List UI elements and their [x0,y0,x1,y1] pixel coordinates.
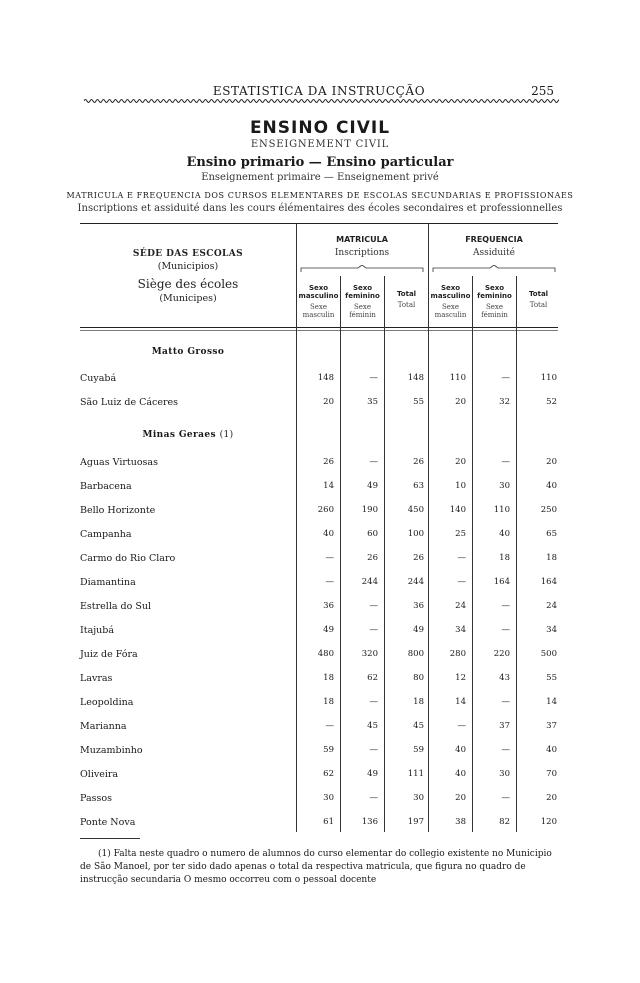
group-header-frequencia-fr: Assiduité [473,248,515,258]
table-caption-fr: Inscriptions et assiduité dans les cours élémentaires des écoles secondaires et professionnelles [77,203,563,214]
cell-f-fem: 164 [493,577,510,587]
cell-f-fem: 30 [499,481,510,491]
cell-m-fem: 35 [367,397,378,407]
cell-m-total: 36 [413,601,424,611]
table-row [0,697,640,713]
cell-f-masc: — [457,721,466,731]
cell-m-fem: — [369,457,378,467]
cell-m-masc: 260 [317,505,334,515]
cell-f-fem: — [501,745,510,755]
cell-f-masc: 25 [455,529,466,539]
cell-f-fem: 110 [493,505,510,515]
row-municipality: Cuyabá [80,373,117,384]
cell-f-total: 65 [546,529,557,539]
row-municipality: Leopoldina [80,697,134,708]
cell-m-total: 148 [407,373,424,383]
cell-m-total: 49 [413,625,424,635]
cell-f-fem: 30 [499,769,510,779]
row-municipality: Diamantina [80,577,136,588]
table-row [0,793,640,809]
cell-m-fem: — [369,625,378,635]
cell-f-total: 14 [546,697,557,707]
stub-header-fr-sub: (Municipes) [159,293,217,304]
cell-m-masc: 480 [317,649,334,659]
cell-f-total: 500 [540,649,557,659]
cell-m-masc: 40 [323,529,334,539]
cell-m-total: 80 [413,673,424,683]
section-heading-name: Matto Grosso [151,347,225,357]
cell-m-fem: — [369,793,378,803]
section-heading [80,347,296,357]
col-header-label-fr: Total [529,301,548,309]
cell-m-masc: 20 [323,397,334,407]
col-header-matricula-fem [341,284,384,319]
cell-f-fem: — [501,697,510,707]
cell-f-total: 20 [546,457,557,467]
cell-m-fem: 62 [367,673,378,683]
cell-f-fem: 18 [499,553,510,563]
cell-m-total: 55 [413,397,424,407]
cell-f-total: 55 [546,673,557,683]
cell-f-fem: 220 [493,649,510,659]
col-header-matricula-masc [297,284,340,319]
group-header-frequencia [428,235,560,258]
table-row [0,577,640,593]
table-row [0,769,640,785]
cell-m-fem: 60 [367,529,378,539]
page-number: 255 [531,84,554,98]
cell-m-total: 59 [413,745,424,755]
cell-f-masc: 20 [455,457,466,467]
cell-f-total: 110 [540,373,557,383]
cell-f-masc: 14 [455,697,466,707]
cell-f-total: 40 [546,481,557,491]
stub-header-pt: SÉDE DAS ESCOLAS [132,249,244,259]
cell-f-total: 52 [546,397,557,407]
cell-m-masc: 36 [323,601,334,611]
table-row [0,373,640,389]
cell-f-fem: — [501,625,510,635]
cell-m-fem: — [369,373,378,383]
main-title-fr: ENSEIGNEMENT CIVIL [250,139,390,150]
section-title-fr: Enseignement primaire — Enseignement privé [201,172,439,183]
cell-m-masc: 61 [323,817,334,827]
cell-m-fem: — [369,745,378,755]
col-header-label: Sexo feminino [477,284,512,300]
cell-f-masc: 24 [455,601,466,611]
table-row [0,673,640,689]
cell-m-fem: 26 [367,553,378,563]
cell-m-total: 100 [407,529,424,539]
cell-m-total: 30 [413,793,424,803]
table-row [0,721,640,737]
cell-m-masc: 18 [323,673,334,683]
table-head-rule-2 [80,330,558,331]
col-header-label-fr: Total [397,301,416,309]
cell-m-total: 111 [407,769,424,779]
row-municipality: Lavras [80,673,113,684]
cell-m-fem: 320 [361,649,378,659]
cell-f-fem: 37 [499,721,510,731]
footnote-rule [80,838,140,839]
table-row [0,649,640,665]
row-municipality: Campanha [80,529,132,540]
cell-m-total: 18 [413,697,424,707]
cell-m-fem: 136 [361,817,378,827]
cell-f-masc: 38 [455,817,466,827]
cell-m-masc: 26 [323,457,334,467]
group-header-matricula-label: MATRICULA [336,235,388,244]
col-header-matricula-total [385,290,428,309]
col-header-label-fr: Sexe masculin [434,303,467,319]
brace-matricula [300,265,424,273]
cell-m-fem: 49 [367,769,378,779]
row-municipality: Aguas Virtuosas [80,457,158,468]
cell-m-masc: 30 [323,793,334,803]
cell-m-masc: — [325,577,334,587]
cell-f-total: 250 [540,505,557,515]
col-header-label-fr: Sexe féminin [481,303,508,319]
group-header-frequencia-label: FREQUENCIA [465,235,523,244]
section-heading-name: Minas Geraes [142,430,217,440]
cell-f-fem: — [501,373,510,383]
wavy-rule [84,97,559,105]
col-header-label: Total [528,290,549,298]
cell-f-total: 37 [546,721,557,731]
cell-m-masc: 148 [317,373,334,383]
cell-f-masc: 40 [455,769,466,779]
cell-f-fem: — [501,793,510,803]
cell-m-masc: 62 [323,769,334,779]
cell-f-fem: 40 [499,529,510,539]
cell-f-fem: 43 [499,673,510,683]
cell-f-masc: 34 [455,625,466,635]
cell-m-masc: 49 [323,625,334,635]
cell-f-total: 34 [546,625,557,635]
cell-m-total: 26 [413,553,424,563]
table-caption: MATRICULA E FREQUENCIA DOS CURSOS ELEMENTARES DE ESCOLAS SECUNDARIAS E PROFISSIONAES [66,191,574,200]
col-header-label: Total [396,290,417,298]
col-header-label: Sexo masculino [298,284,339,300]
cell-f-total: 164 [540,577,557,587]
cell-m-fem: 244 [361,577,378,587]
stub-header-fr: Siège des écoles [137,277,239,291]
brace-frequencia [432,265,556,273]
row-municipality: Estrella do Sul [80,601,152,612]
cell-f-masc: 140 [449,505,466,515]
cell-f-total: 120 [540,817,557,827]
table-row [0,481,640,497]
row-municipality: Barbacena [80,481,132,492]
footnote: (1) Falta neste quadro o numero de alumnos do curso elementar do collegio existente no Municipio de São Manoel, por ter sido dado apenas o total da respectiva matricula, que figura no quadro de instrucção secundaria O mesmo occorreu com o pessoal docente [80,849,552,885]
row-municipality: Oliveira [80,769,119,780]
cell-f-total: 18 [546,553,557,563]
cell-f-masc: — [457,553,466,563]
table-row [0,529,640,545]
cell-f-masc: 12 [455,673,466,683]
cell-f-total: 20 [546,793,557,803]
row-municipality: Itajubá [80,625,115,636]
col-header-label: Sexo feminino [345,284,380,300]
table-row [0,817,640,833]
cell-f-fem: — [501,457,510,467]
main-title: ENSINO CIVIL [249,118,391,138]
cell-f-total: 70 [546,769,557,779]
group-header-matricula [296,235,428,258]
cell-f-total: 24 [546,601,557,611]
table-head-rule [80,327,558,328]
col-header-label: Sexo masculino [430,284,471,300]
footnote-marker: (1) [219,430,234,440]
cell-m-fem: 190 [361,505,378,515]
table-row [0,397,640,413]
col-header-frequencia-fem [473,284,516,319]
cell-m-masc: 14 [323,481,334,491]
col-header-label-fr: Sexe masculin [302,303,335,319]
cell-f-masc: 20 [455,397,466,407]
table-row [0,601,640,617]
cell-m-total: 197 [407,817,424,827]
table-row [0,457,640,473]
table-row [0,505,640,521]
cell-m-fem: — [369,697,378,707]
row-municipality: Marianna [80,721,127,732]
row-municipality: Bello Horizonte [80,505,156,516]
row-municipality: São Luiz de Cáceres [80,397,179,408]
cell-m-masc: — [325,721,334,731]
table-row [0,745,640,761]
cell-m-total: 63 [413,481,424,491]
cell-f-masc: — [457,577,466,587]
row-municipality: Passos [80,793,112,804]
running-header-title: ESTATISTICA DA INSTRUCÇÃO [212,84,426,98]
cell-f-masc: 10 [455,481,466,491]
group-header-matricula-fr: Inscriptions [334,248,390,258]
table-row [0,625,640,641]
cell-f-total: 40 [546,745,557,755]
row-municipality: Juiz de Fóra [80,649,138,660]
cell-f-fem: — [501,601,510,611]
cell-m-masc: 59 [323,745,334,755]
cell-m-total: 244 [407,577,424,587]
cell-m-masc: 18 [323,697,334,707]
col-header-label-fr: Sexe féminin [349,303,376,319]
table-row [0,553,640,569]
cell-m-total: 45 [413,721,424,731]
section-title: Ensino primario — Ensino particular [186,155,454,170]
cell-m-fem: 49 [367,481,378,491]
col-header-frequencia-total [517,290,560,309]
cell-m-masc: — [325,553,334,563]
table-top-rule [80,223,558,224]
cell-m-total: 26 [413,457,424,467]
stub-header [80,249,296,304]
cell-f-masc: 20 [455,793,466,803]
cell-m-total: 450 [407,505,424,515]
section-heading [80,430,296,440]
cell-f-masc: 110 [449,373,466,383]
cell-m-fem: — [369,601,378,611]
col-header-frequencia-masc [429,284,472,319]
cell-m-total: 800 [407,649,424,659]
row-municipality: Ponte Nova [80,817,136,828]
row-municipality: Muzambinho [80,745,143,756]
cell-f-fem: 32 [499,397,510,407]
row-municipality: Carmo do Rio Claro [80,553,176,564]
cell-m-fem: 45 [367,721,378,731]
cell-f-fem: 82 [499,817,510,827]
cell-f-masc: 40 [455,745,466,755]
cell-f-masc: 280 [449,649,466,659]
stub-header-pt-sub: (Municipios) [157,261,219,272]
